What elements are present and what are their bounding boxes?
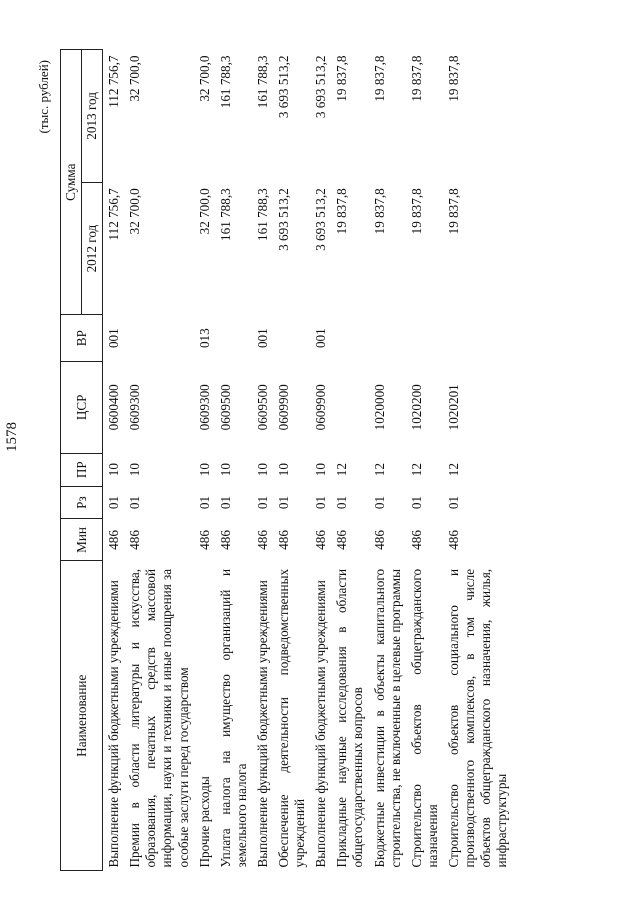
row-min: 486 <box>217 530 233 550</box>
row-2012: 3 693 513,2 <box>313 188 329 251</box>
table-row <box>443 50 512 871</box>
table-row <box>406 50 443 871</box>
row-csr: 0600400 <box>106 384 122 431</box>
row-name: Бюджетные инвестиции в объекты капитального строительства, не включенные в целевые программы <box>371 568 403 868</box>
table-row <box>103 50 125 871</box>
row-2012: 3 693 513,2 <box>276 188 292 251</box>
row-2012: 19 837,8 <box>445 188 461 235</box>
row-pr: 10 <box>196 463 212 477</box>
row-rz: 01 <box>445 495 461 510</box>
row-vr <box>369 315 406 361</box>
table-row <box>124 50 193 871</box>
row-vr: 001 <box>106 328 122 349</box>
row-min: 486 <box>313 530 329 550</box>
row-vr <box>406 315 443 361</box>
row-rz: 01 <box>106 495 122 510</box>
row-csr: 1020200 <box>408 384 424 431</box>
row-pr: 10 <box>276 463 292 477</box>
row-name: Премии в области литературы и искусства, образования, печатных средств массовой информации, науки и техники и иные поощрения за особые заслуги перед государством <box>127 568 191 868</box>
table-row <box>194 50 215 871</box>
row-2013: 3 693 513,2 <box>313 55 329 119</box>
row-vr: 013 <box>196 328 212 349</box>
row-2013: 161 788,3 <box>254 55 270 109</box>
row-vr <box>443 315 512 361</box>
row-csr: 0609500 <box>254 384 270 431</box>
row-pr: 12 <box>445 463 461 477</box>
row-rz: 01 <box>371 495 387 510</box>
header-2012: 2012 год <box>82 182 103 315</box>
row-rz: 01 <box>276 495 292 510</box>
row-rz: 01 <box>196 495 212 510</box>
table-row <box>252 50 273 871</box>
row-csr: 1020201 <box>445 384 461 431</box>
header-vr: ВР <box>61 315 103 361</box>
row-vr: 001 <box>313 328 329 349</box>
row-2013: 19 837,8 <box>334 55 350 102</box>
table-row <box>331 50 368 871</box>
row-pr: 12 <box>408 463 424 477</box>
row-name: Строительство объектов социального и производственного комплексов, в том числе объектов общегражданского назначения, жилья, инфраструктуры <box>445 568 510 868</box>
row-min: 486 <box>254 530 270 550</box>
header-2013: 2013 год <box>82 50 103 183</box>
row-2013: 3 693 513,2 <box>276 55 292 119</box>
row-2012: 32 700,0 <box>196 188 212 235</box>
header-pr: ПР <box>61 453 103 486</box>
row-csr: 0609900 <box>313 384 329 431</box>
table-row <box>273 50 310 871</box>
row-rz: 01 <box>127 495 143 510</box>
row-pr: 10 <box>313 463 329 477</box>
units-label: (тыс. рублей) <box>36 60 51 134</box>
table-row <box>215 50 252 871</box>
row-min: 486 <box>196 530 212 550</box>
row-name: Выполнение функций бюджетными учреждениями <box>106 580 122 868</box>
row-csr: 1020000 <box>371 384 387 431</box>
row-2012: 32 700,0 <box>127 188 143 235</box>
page-number: 1578 <box>4 422 20 452</box>
row-min: 486 <box>127 530 143 550</box>
row-rz: 01 <box>334 495 350 510</box>
row-2013: 112 756,7 <box>106 55 122 108</box>
row-csr: 0609500 <box>217 384 233 431</box>
row-vr <box>273 315 310 361</box>
row-2013: 19 837,8 <box>408 55 424 102</box>
row-2012: 112 756,7 <box>106 188 122 241</box>
row-rz: 01 <box>254 495 270 510</box>
budget-table <box>60 49 512 871</box>
row-rz: 01 <box>408 495 424 510</box>
row-pr: 12 <box>371 463 387 477</box>
row-csr: 0609300 <box>127 384 143 431</box>
row-2013: 19 837,8 <box>371 55 387 102</box>
row-2013: 161 788,3 <box>217 55 233 109</box>
row-2012: 19 837,8 <box>334 188 350 235</box>
row-name: Строительство объектов общегражданского назначения <box>408 568 440 868</box>
header-min: Мин <box>61 519 103 561</box>
row-min: 486 <box>371 530 387 550</box>
row-min: 486 <box>334 530 350 550</box>
row-2012: 161 788,3 <box>217 188 233 241</box>
row-name: Выполнение функций бюджетными учреждениями <box>254 580 270 868</box>
table-row <box>369 50 406 871</box>
row-csr <box>331 361 368 453</box>
row-pr: 10 <box>127 463 143 477</box>
row-name: Выполнение функций бюджетными учреждениями <box>313 580 329 868</box>
row-2012: 161 788,3 <box>254 188 270 241</box>
row-vr <box>331 315 368 361</box>
row-csr: 0609900 <box>276 384 292 431</box>
row-name: Прикладные научные исследования в области общегосударственных вопросов <box>334 568 366 868</box>
header-sum: Сумма <box>61 50 82 315</box>
row-name: Прочие расходы <box>196 776 212 868</box>
row-pr: 12 <box>334 463 350 477</box>
row-min: 486 <box>106 530 122 550</box>
header-csr: ЦСР <box>61 361 103 453</box>
row-2013: 32 700,0 <box>196 55 212 102</box>
row-vr: 001 <box>254 328 270 349</box>
row-rz: 01 <box>313 495 329 510</box>
row-pr: 10 <box>254 463 270 477</box>
row-2013: 19 837,8 <box>445 55 461 102</box>
row-2013: 32 700,0 <box>127 55 143 102</box>
table-row <box>310 50 331 871</box>
table-body <box>103 50 513 871</box>
row-name: Обеспечение деятельности подведомственных учреждений <box>276 568 308 868</box>
row-2012: 19 837,8 <box>371 188 387 235</box>
row-rz: 01 <box>217 495 233 510</box>
row-min: 486 <box>408 530 424 550</box>
row-pr: 10 <box>106 463 122 477</box>
header-name: Наименование <box>61 561 103 871</box>
row-2012: 19 837,8 <box>408 188 424 235</box>
row-name: Уплата налога на имущество организаций и земельного налога <box>217 568 249 868</box>
row-csr: 0609300 <box>196 384 212 431</box>
header-rz: Рз <box>61 486 103 519</box>
row-vr <box>215 315 252 361</box>
row-pr: 10 <box>217 463 233 477</box>
row-vr <box>124 315 193 361</box>
row-min: 486 <box>445 530 461 550</box>
row-min: 486 <box>276 530 292 550</box>
